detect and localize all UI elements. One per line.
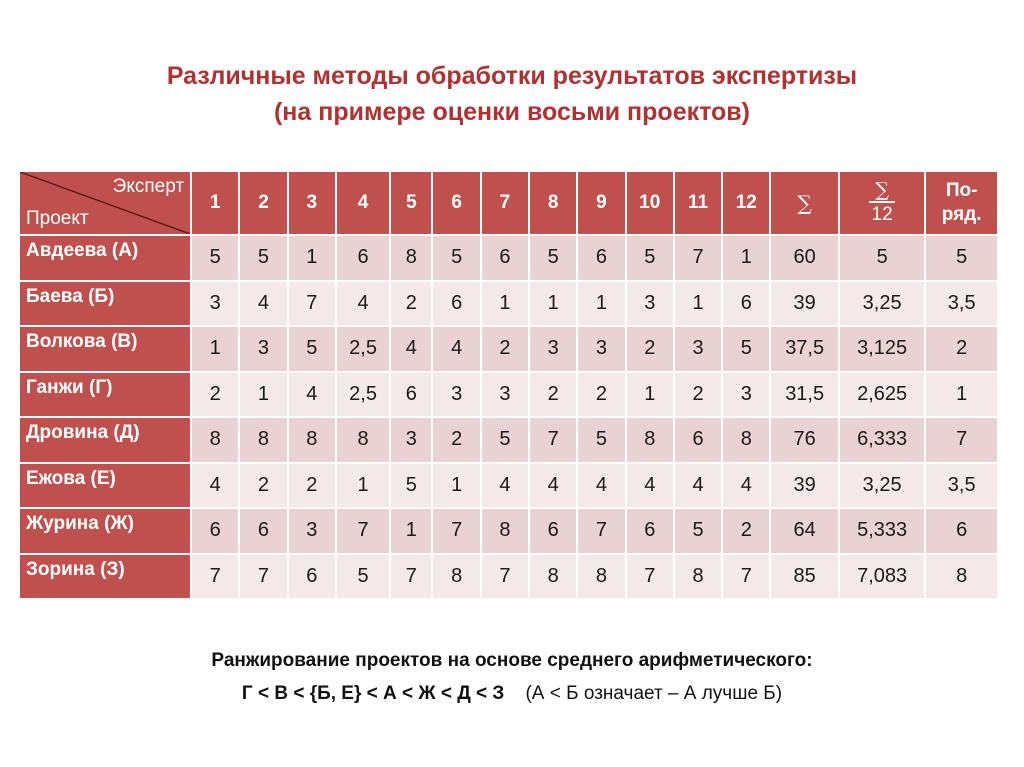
score-cell: 4 [337, 282, 389, 326]
score-cell: 1 [240, 373, 286, 417]
score-cell: 6 [482, 236, 528, 280]
score-cell: 1 [627, 373, 673, 417]
score-cell: 2 [192, 373, 238, 417]
average-sum-symbol-icon: ∑ [869, 180, 895, 203]
score-cell: 3 [530, 327, 576, 371]
score-cell: 5 [337, 555, 389, 599]
sum-header [771, 172, 837, 234]
expert-scores-table [18, 170, 999, 600]
score-cell: 7 [530, 418, 576, 462]
score-cell: 2 [240, 464, 286, 508]
score-cell: 3 [240, 327, 286, 371]
score-cell: 8 [675, 555, 721, 599]
score-cell: 4 [530, 464, 576, 508]
score-cell: 2 [289, 464, 335, 508]
table-row [20, 509, 997, 553]
rank-header-line-2: ряд. [941, 204, 982, 225]
score-cell: 7 [578, 509, 624, 553]
score-cell: 4 [391, 327, 431, 371]
score-cell: 4 [627, 464, 673, 508]
ranking-formula: Г < В < {Б, Е} < А < Ж < Д < З [241, 683, 505, 704]
score-cell: 7 [289, 282, 335, 326]
score-cell: 2 [723, 509, 769, 553]
score-cell: 6 [337, 236, 389, 280]
table-row [20, 464, 997, 508]
rank-cell: 8 [926, 555, 997, 599]
table-row [20, 373, 997, 417]
ranking-note: (А < Б означает – А лучше Б) [525, 683, 783, 704]
expert-axis-label: Эксперт [112, 176, 185, 197]
score-cell: 3 [433, 373, 479, 417]
score-cell: 6 [530, 509, 576, 553]
score-cell: 7 [192, 555, 238, 599]
score-cell: 5 [530, 236, 576, 280]
score-cell: 6 [192, 509, 238, 553]
score-cell: 6 [289, 555, 335, 599]
score-cell: 3 [723, 373, 769, 417]
score-cell: 4 [675, 464, 721, 508]
rank-cell: 7 [926, 418, 997, 462]
rank-header [926, 172, 997, 234]
average-header [840, 172, 925, 234]
score-cell: 6 [433, 282, 479, 326]
score-cell: 2 [391, 282, 431, 326]
rank-cell: 5 [926, 236, 997, 280]
score-cell: 1 [723, 236, 769, 280]
average-cell: 5,333 [840, 509, 925, 553]
ranking-heading [0, 650, 1024, 672]
score-cell: 4 [192, 464, 238, 508]
score-cell: 7 [391, 555, 431, 599]
score-cell: 4 [289, 373, 335, 417]
table-row [20, 418, 997, 462]
rank-cell: 2 [926, 327, 997, 371]
average-divisor: 12 [871, 204, 893, 225]
score-cell: 2,5 [337, 373, 389, 417]
average-cell: 3,125 [840, 327, 925, 371]
score-cell: 7 [240, 555, 286, 599]
score-cell: 1 [675, 282, 721, 326]
sum-cell: 37,5 [771, 327, 837, 371]
score-cell: 7 [675, 236, 721, 280]
score-cell: 5 [289, 327, 335, 371]
score-cell: 5 [675, 509, 721, 553]
project-name: Волкова (В) [20, 327, 190, 371]
score-cell: 4 [482, 464, 528, 508]
average-cell: 7,083 [840, 555, 925, 599]
score-cell: 1 [289, 236, 335, 280]
score-cell: 4 [578, 464, 624, 508]
score-cell: 1 [530, 282, 576, 326]
score-cell: 7 [723, 555, 769, 599]
project-name: Ежова (Е) [20, 464, 190, 508]
slide-title [0, 58, 1024, 130]
sum-cell: 39 [771, 464, 837, 508]
expert-header-3: 3 [289, 172, 335, 234]
expert-header-5: 5 [391, 172, 431, 234]
score-cell: 8 [482, 509, 528, 553]
score-cell: 1 [337, 464, 389, 508]
project-name: Авдеева (А) [20, 236, 190, 280]
score-cell: 1 [433, 464, 479, 508]
score-cell: 6 [675, 418, 721, 462]
title-line-1: Различные методы обработки результатов экспертизы [166, 62, 858, 90]
score-cell: 2 [578, 373, 624, 417]
score-cell: 8 [433, 555, 479, 599]
average-cell: 3,25 [840, 464, 925, 508]
score-cell: 3 [289, 509, 335, 553]
score-cell: 2,5 [337, 327, 389, 371]
score-cell: 7 [627, 555, 673, 599]
score-cell: 1 [482, 282, 528, 326]
score-cell: 6 [627, 509, 673, 553]
project-name: Дровина (Д) [20, 418, 190, 462]
score-cell: 5 [192, 236, 238, 280]
score-cell: 3 [192, 282, 238, 326]
score-cell: 5 [240, 236, 286, 280]
sum-cell: 39 [771, 282, 837, 326]
score-cell: 8 [289, 418, 335, 462]
score-cell: 2 [433, 418, 479, 462]
expert-header-9: 9 [578, 172, 624, 234]
score-cell: 8 [530, 555, 576, 599]
table-row [20, 555, 997, 599]
average-cell: 5 [840, 236, 925, 280]
score-cell: 4 [433, 327, 479, 371]
score-cell: 8 [578, 555, 624, 599]
ranking-line [0, 683, 1024, 705]
score-cell: 7 [482, 555, 528, 599]
expert-header-7: 7 [482, 172, 528, 234]
expert-header-8: 8 [530, 172, 576, 234]
score-cell: 3 [627, 282, 673, 326]
ranking-heading-text: Ранжирование проектов на основе среднего арифметического: [211, 650, 813, 671]
project-name: Зорина (З) [20, 555, 190, 599]
score-cell: 6 [723, 282, 769, 326]
rank-cell: 1 [926, 373, 997, 417]
score-cell: 8 [723, 418, 769, 462]
score-cell: 5 [627, 236, 673, 280]
score-cell: 5 [433, 236, 479, 280]
score-cell: 1 [578, 282, 624, 326]
score-cell: 3 [391, 418, 431, 462]
expert-header-2: 2 [240, 172, 286, 234]
table-row [20, 236, 997, 280]
score-cell: 2 [482, 327, 528, 371]
score-cell: 7 [337, 509, 389, 553]
project-axis-label: Проект [26, 208, 89, 229]
score-cell: 5 [723, 327, 769, 371]
score-cell: 8 [192, 418, 238, 462]
expert-header-6: 6 [433, 172, 479, 234]
score-cell: 5 [391, 464, 431, 508]
sum-cell: 31,5 [771, 373, 837, 417]
score-cell: 8 [240, 418, 286, 462]
expert-header-11: 11 [675, 172, 721, 234]
sum-symbol-icon: ∑ [797, 190, 812, 215]
average-cell: 2,625 [840, 373, 925, 417]
sum-cell: 64 [771, 509, 837, 553]
score-cell: 4 [723, 464, 769, 508]
score-cell: 3 [675, 327, 721, 371]
score-cell: 6 [240, 509, 286, 553]
title-line-2: (на примере оценки восьми проектов) [273, 98, 750, 126]
expert-header-1: 1 [192, 172, 238, 234]
project-name: Баева (Б) [20, 282, 190, 326]
table-row [20, 282, 997, 326]
rank-cell: 3,5 [926, 464, 997, 508]
table-row [20, 327, 997, 371]
score-cell: 8 [627, 418, 673, 462]
score-cell: 7 [433, 509, 479, 553]
score-cell: 2 [627, 327, 673, 371]
score-cell: 8 [391, 236, 431, 280]
average-cell: 6,333 [840, 418, 925, 462]
expert-header-10: 10 [627, 172, 673, 234]
average-cell: 3,25 [840, 282, 925, 326]
score-cell: 5 [482, 418, 528, 462]
score-cell: 1 [192, 327, 238, 371]
score-cell: 6 [578, 236, 624, 280]
sum-cell: 60 [771, 236, 837, 280]
corner-header-cell [20, 172, 190, 234]
score-cell: 2 [675, 373, 721, 417]
rank-cell: 6 [926, 509, 997, 553]
rank-header-line-1: По- [945, 180, 978, 201]
score-cell: 1 [391, 509, 431, 553]
project-name: Журина (Ж) [20, 509, 190, 553]
rank-cell: 3,5 [926, 282, 997, 326]
score-cell: 3 [578, 327, 624, 371]
expert-header-12: 12 [723, 172, 769, 234]
score-cell: 2 [530, 373, 576, 417]
sum-cell: 85 [771, 555, 837, 599]
score-cell: 6 [391, 373, 431, 417]
score-cell: 3 [482, 373, 528, 417]
score-cell: 4 [240, 282, 286, 326]
score-cell: 5 [578, 418, 624, 462]
score-cell: 8 [337, 418, 389, 462]
sum-cell: 76 [771, 418, 837, 462]
expert-header-4: 4 [337, 172, 389, 234]
project-name: Ганжи (Г) [20, 373, 190, 417]
average-fraction [869, 180, 895, 225]
